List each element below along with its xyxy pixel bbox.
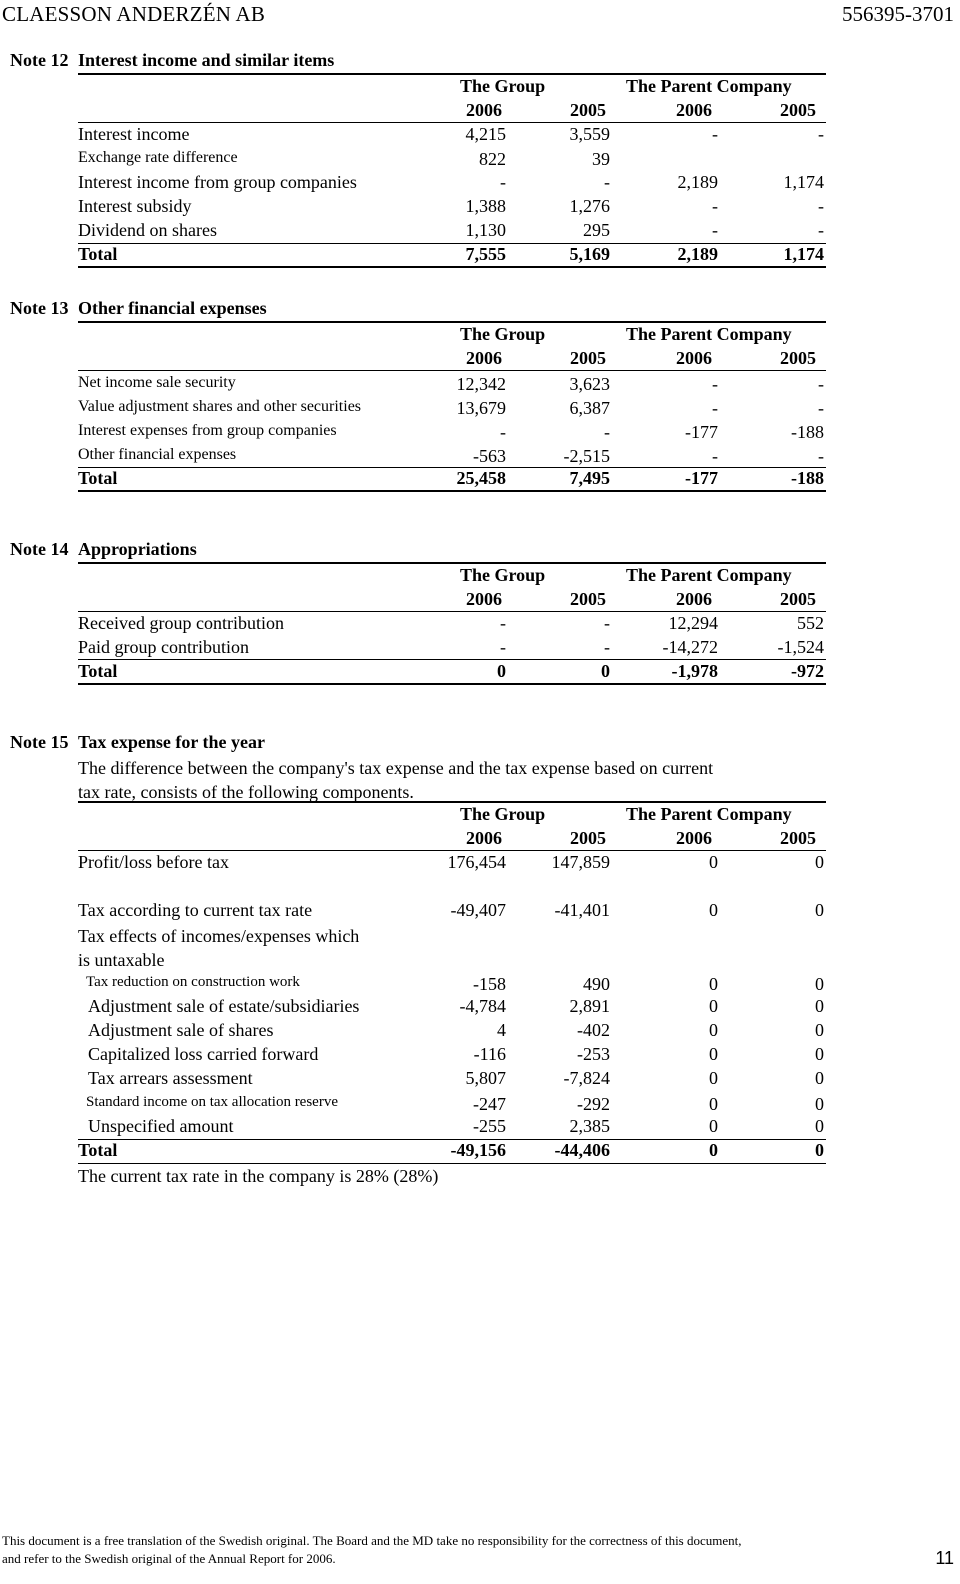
table-row: Other financial expenses -563 -2,515 - - [78,446,824,466]
total-rule-bottom [78,490,826,492]
company-name: CLAESSON ANDERZÉN AB [2,2,266,26]
group-header: The Group [460,76,546,96]
table-row: Tax arrears assessment 5,807 -7,824 0 0 [88,1068,824,1088]
year-2005-parent: 2005 [780,589,816,609]
year-2006-parent: 2006 [676,100,712,120]
total-rule-bottom [78,266,826,268]
year-2006-group: 2006 [466,828,502,848]
table-row: Paid group contribution - - -14,272 -1,524 [78,637,824,657]
note-title: Appropriations [78,539,197,559]
title-rule [78,73,826,75]
intro-line-1: The difference between the company's tax expense and the tax expense based on current [78,758,714,778]
year-2005-group: 2005 [570,828,606,848]
effects-line-2: is untaxable [78,950,165,970]
table-row: Net income sale security 12,342 3,623 - - [78,374,824,394]
table-row: Value adjustment shares and other securities 13,679 6,387 - - [78,398,824,418]
note-label: Note 15 [10,732,69,752]
group-header: The Group [460,804,546,824]
parent-header: The Parent Company [626,565,792,585]
org-number: 556395-3701 [842,2,954,26]
table-row: Interest income 4,215 3,559 - - [78,124,824,144]
parent-header: The Parent Company [626,324,792,344]
title-rule [78,562,826,564]
total-row: Total 7,555 5,169 2,189 1,174 [78,244,824,264]
year-2006-parent: 2006 [676,828,712,848]
group-header: The Group [460,324,546,344]
total-row: Total 0 0 -1,978 -972 [78,661,824,681]
year-2006-group: 2006 [466,589,502,609]
table-row: Exchange rate difference 822 39 [78,149,610,169]
year-2005-group: 2005 [570,348,606,368]
table-row: Tax according to current tax rate -49,407 -41,401 0 0 [78,900,824,920]
title-rule [78,801,826,803]
note-label: Note 12 [10,50,69,70]
header-rule [78,611,826,612]
header-rule [78,122,826,123]
year-2006-group: 2006 [466,348,502,368]
year-2005-group: 2005 [570,589,606,609]
table-row: Dividend on shares 1,130 295 - - [78,220,824,240]
total-rule-top [78,659,826,660]
year-2005-parent: 2005 [780,828,816,848]
note-title: Tax expense for the year [78,732,265,752]
note-title: Interest income and similar items [78,50,335,70]
table-row: Interest expenses from group companies - - -177 -188 [78,422,824,442]
intro-line-2: tax rate, consists of the following components. [78,782,414,802]
table-row: Tax reduction on construction work -158 490 0 0 [86,974,824,994]
group-header: The Group [460,565,546,585]
parent-header: The Parent Company [626,76,792,96]
note-label: Note 13 [10,298,69,318]
year-2006-parent: 2006 [676,348,712,368]
note-title: Other financial expenses [78,298,267,318]
effects-line-1: Tax effects of incomes/expenses which [78,926,360,946]
table-row: Standard income on tax allocation reserve -247 -292 0 0 [86,1094,824,1114]
table-row: Profit/loss before tax 176,454 147,859 0 0 [78,852,824,872]
total-row: Total -49,156 -44,406 0 0 [78,1140,824,1160]
table-row: Adjustment sale of shares 4 -402 0 0 [88,1020,824,1040]
header-rule [78,370,826,371]
tax-rate-footnote: The current tax rate in the company is 28% (28%) [78,1166,439,1186]
table-row: Capitalized loss carried forward -116 -253 0 0 [88,1044,824,1064]
table-row: Received group contribution - - 12,294 552 [78,613,824,633]
table-row: Adjustment sale of estate/subsidiaries -4,784 2,891 0 0 [88,996,824,1016]
table-row: Interest subsidy 1,388 1,276 - - [78,196,824,216]
table-row: Interest income from group companies - - 2,189 1,174 [78,172,824,192]
total-row: Total 25,458 7,495 -177 -188 [78,468,824,488]
parent-header: The Parent Company [626,804,792,824]
note-label: Note 14 [10,539,69,559]
footer-disclaimer [2,1532,742,1568]
total-rule-bottom [78,683,826,685]
year-2006-parent: 2006 [676,589,712,609]
footer-line-2: and refer to the Swedish original of the Annual Report for 2006. [2,1551,336,1566]
year-2006-group: 2006 [466,100,502,120]
page-number: 11 [935,1548,954,1568]
year-2005-parent: 2005 [780,100,816,120]
year-2005-parent: 2005 [780,348,816,368]
footer-line-1: This document is a free translation of the Swedish original. The Board and the MD take no responsibility for the correctness of this document, [2,1533,742,1548]
title-rule [78,321,826,323]
year-2005-group: 2005 [570,100,606,120]
table-row: Unspecified amount -255 2,385 0 0 [88,1116,824,1136]
header-rule [78,850,826,851]
